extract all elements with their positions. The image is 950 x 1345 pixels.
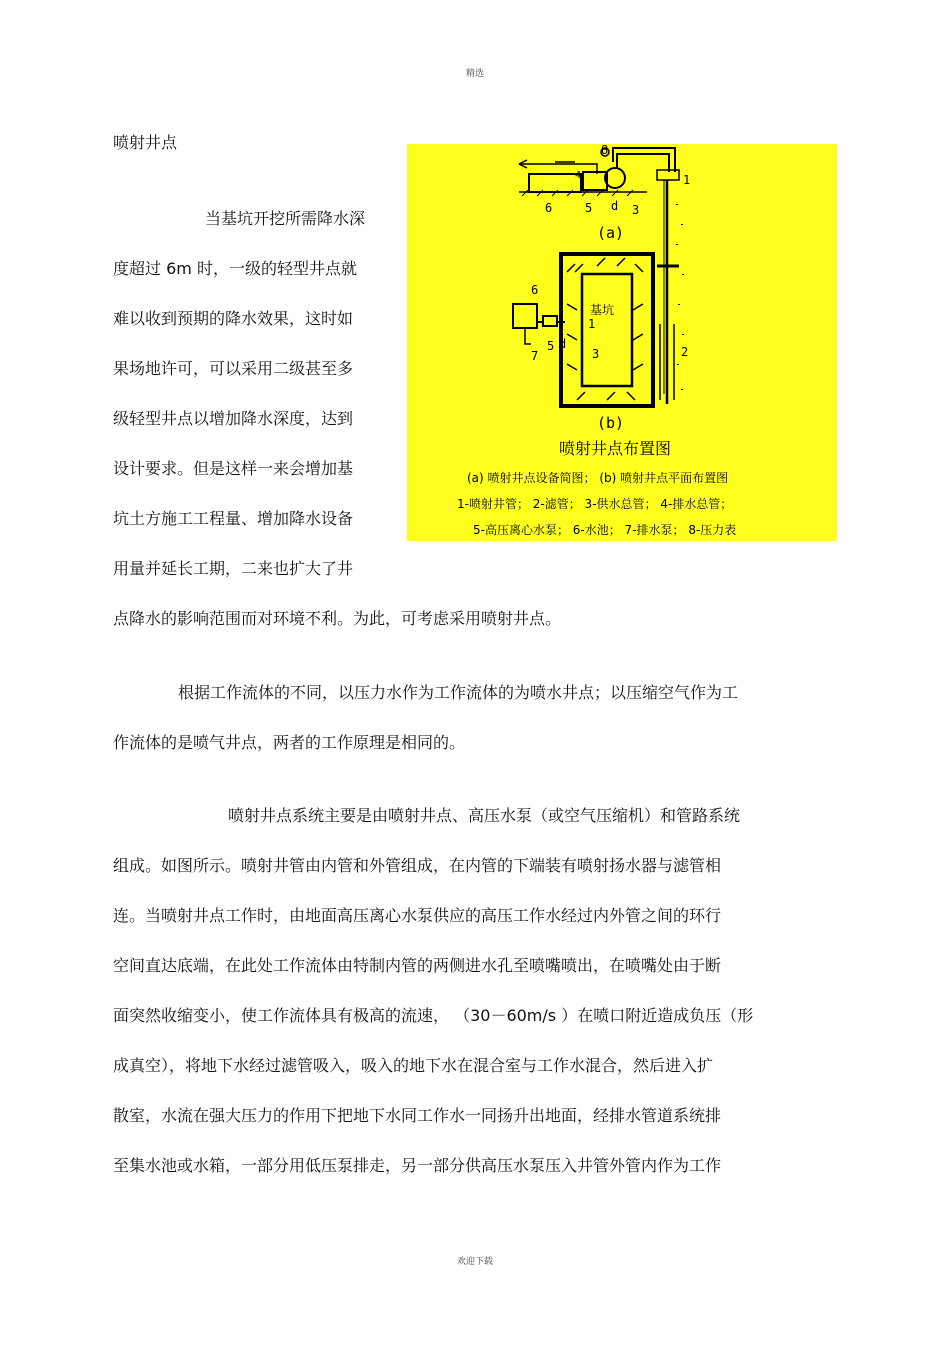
- paragraph-line: 坑土方施工工程量、增加降水设备: [113, 509, 354, 528]
- pit-label: 基坑: [590, 303, 615, 317]
- jet-wellpoint-figure: [407, 144, 837, 541]
- paragraph-line: 当基坑开挖所需降水深: [205, 209, 366, 228]
- plan-pump: [543, 316, 557, 326]
- paragraph-line: 根据工作流体的不同，以压力水作为工作流体的为喷水井点；以压缩空气作为工: [178, 683, 739, 702]
- legend-line-2: 1-喷射井管； 2-滤管； 3-供水总管； 4-排水总管；: [457, 497, 733, 511]
- pit-outer-ring: [561, 254, 653, 406]
- label-num-3b: 3: [592, 347, 600, 361]
- page-footer: 欢迎下载: [456, 1257, 493, 1267]
- plan-drain-pipe: [525, 328, 531, 344]
- paragraph-line: 组成。如图所示。喷射井管由内管和外管组成，在内管的下端装有喷射扬水器与滤管相: [113, 856, 722, 875]
- figure-drawing: [407, 144, 837, 541]
- label-a: (a): [597, 224, 625, 242]
- label-b: (b): [597, 414, 625, 432]
- label-num-6b: 6: [531, 283, 539, 297]
- pump-body: [583, 172, 607, 190]
- label-num-4: 4: [575, 170, 582, 181]
- plan-tank: [513, 304, 537, 328]
- label-num-7: 7: [531, 349, 539, 363]
- legend-line-1: (a) 喷射井点设备简图； (b) 喷射井点平面布置图: [467, 471, 729, 485]
- paragraph-line: 点降水的影响范围而对环境不利。为此，可考虑采用喷射井点。: [113, 609, 562, 628]
- return-pipe: [613, 148, 675, 172]
- paragraph-line: 用量并延长工期，二来也扩大了井: [113, 559, 354, 578]
- label-num-5: 5: [585, 201, 593, 215]
- paragraph-line: 设计要求。但是这样一来会增加基: [113, 459, 354, 478]
- label-num-6: 6: [545, 201, 553, 215]
- label-num-db: d: [559, 337, 567, 351]
- label-num-5b: 5: [547, 339, 555, 353]
- paragraph-line: 连。当喷射井点工作时，由地面高压离心水泵供应的高压工作水经过内外管之间的环行: [113, 906, 722, 925]
- paragraph-line: 度超过 6m 时，一级的轻型井点就: [113, 259, 357, 278]
- paragraph-line: 作流体的是喷气井点，两者的工作原理是相同的。: [113, 733, 466, 752]
- paragraph-line: 难以收到预期的降水效果，这时如: [113, 309, 354, 328]
- page-header: 精选: [465, 69, 484, 79]
- figure-title: 喷射井点布置图: [559, 439, 672, 458]
- paragraph-line: 喷射井点系统主要是由喷射井点、高压水泵（或空气压缩机）和管路系统: [228, 806, 741, 825]
- label-num-d: d: [611, 199, 619, 213]
- paragraph-line: 散室，水流在强大压力的作用下把地下水同工作水一同扬升出地面，经排水管道系统排: [113, 1106, 722, 1125]
- paragraph-line: 果场地许可，可以采用二级甚至多: [113, 359, 354, 378]
- paragraph-line: 级轻型井点以增加降水深度，达到: [113, 409, 354, 428]
- label-num-1: 1: [683, 173, 691, 187]
- label-num-3: 3: [632, 203, 640, 217]
- legend-line-3: 5-高压离心水泵； 6-水池； 7-排水泵； 8-压力表: [473, 523, 737, 537]
- paragraph-line: 空间直达底端，在此处工作流体由特制内管的两侧进水孔至喷嘴喷出，在喷嘴处由于断: [113, 956, 722, 975]
- filter-dots: [677, 204, 683, 390]
- paragraph-line: 成真空），将地下水经过滤管吸入，吸入的地下水在混合室与工作水混合，然后进入扩: [113, 1056, 714, 1075]
- label-num-1b: 1: [588, 317, 596, 331]
- label-num-2: 2: [681, 345, 689, 359]
- label-num-8: 8: [601, 144, 609, 157]
- section-title: 喷射井点: [113, 133, 178, 152]
- paragraph-line: 面突然收缩变小，使工作流体具有极高的流速， （30－60m/s ）在喷口附近造成负压（形: [113, 1006, 754, 1025]
- paragraph-line: 至集水池或水箱，一部分用低压泵排走，另一部分供高压水泵压入井管外管内作为工作: [113, 1156, 722, 1175]
- water-tank: [529, 174, 581, 192]
